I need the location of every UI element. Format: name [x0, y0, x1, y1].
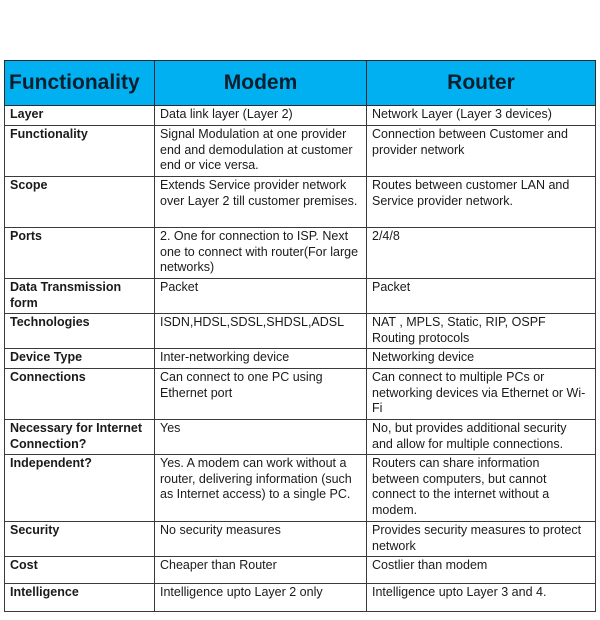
table-row [5, 106, 596, 126]
router-cell: Packet [367, 279, 596, 314]
table-row [5, 522, 596, 557]
router-cell: 2/4/8 [367, 228, 596, 279]
header-modem: Modem [155, 61, 367, 106]
table-row [5, 584, 596, 612]
feature-cell: Data Transmission form [5, 279, 155, 314]
table-row [5, 126, 596, 177]
feature-cell: Intelligence [5, 584, 155, 612]
modem-cell: Extends Service provider network over Layer 2 till customer premises. [155, 177, 367, 228]
header-router: Router [367, 61, 596, 106]
modem-cell: Can connect to one PC using Ethernet port [155, 369, 367, 420]
feature-cell: Scope [5, 177, 155, 228]
feature-cell: Security [5, 522, 155, 557]
router-cell: Provides security measures to protect network [367, 522, 596, 557]
feature-cell: Connections [5, 369, 155, 420]
table-row [5, 420, 596, 455]
table-row [5, 369, 596, 420]
feature-cell: Technologies [5, 314, 155, 349]
modem-cell: Data link layer (Layer 2) [155, 106, 367, 126]
router-cell: Routers can share information between computers, but cannot connect to the internet without a modem. [367, 455, 596, 522]
feature-cell: Functionality [5, 126, 155, 177]
feature-cell: Necessary for Internet Connection? [5, 420, 155, 455]
header-row [5, 61, 596, 106]
feature-cell: Cost [5, 557, 155, 584]
router-cell: Intelligence upto Layer 3 and 4. [367, 584, 596, 612]
header-functionality: Functionality [5, 61, 155, 106]
modem-cell: Yes [155, 420, 367, 455]
router-cell: Connection between Customer and provider network [367, 126, 596, 177]
table-row [5, 349, 596, 369]
table-row [5, 557, 596, 584]
modem-cell: Cheaper than Router [155, 557, 367, 584]
modem-cell: Intelligence upto Layer 2 only [155, 584, 367, 612]
modem-cell: Signal Modulation at one provider end and demodulation at customer end or vice versa. [155, 126, 367, 177]
router-cell: Can connect to multiple PCs or networking devices via Ethernet or Wi-Fi [367, 369, 596, 420]
router-cell: NAT , MPLS, Static, RIP, OSPF Routing protocols [367, 314, 596, 349]
router-cell: No, but provides additional security and allow for multiple connections. [367, 420, 596, 455]
modem-cell: ISDN,HDSL,SDSL,SHDSL,ADSL [155, 314, 367, 349]
router-cell: Networking device [367, 349, 596, 369]
feature-cell: Independent? [5, 455, 155, 522]
feature-cell: Device Type [5, 349, 155, 369]
comparison-table [4, 60, 596, 612]
table-row [5, 177, 596, 228]
router-cell: Routes between customer LAN and Service provider network. [367, 177, 596, 228]
table-row [5, 228, 596, 279]
router-cell: Costlier than modem [367, 557, 596, 584]
table-row [5, 455, 596, 522]
modem-cell: 2. One for connection to ISP. Next one to connect with router(For large networks) [155, 228, 367, 279]
router-cell: Network Layer (Layer 3 devices) [367, 106, 596, 126]
modem-cell: Packet [155, 279, 367, 314]
table-row [5, 279, 596, 314]
modem-cell: Yes. A modem can work without a router, delivering information (such as Internet access) to a single PC. [155, 455, 367, 522]
feature-cell: Ports [5, 228, 155, 279]
feature-cell: Layer [5, 106, 155, 126]
modem-cell: Inter-networking device [155, 349, 367, 369]
table-row [5, 314, 596, 349]
modem-cell: No security measures [155, 522, 367, 557]
